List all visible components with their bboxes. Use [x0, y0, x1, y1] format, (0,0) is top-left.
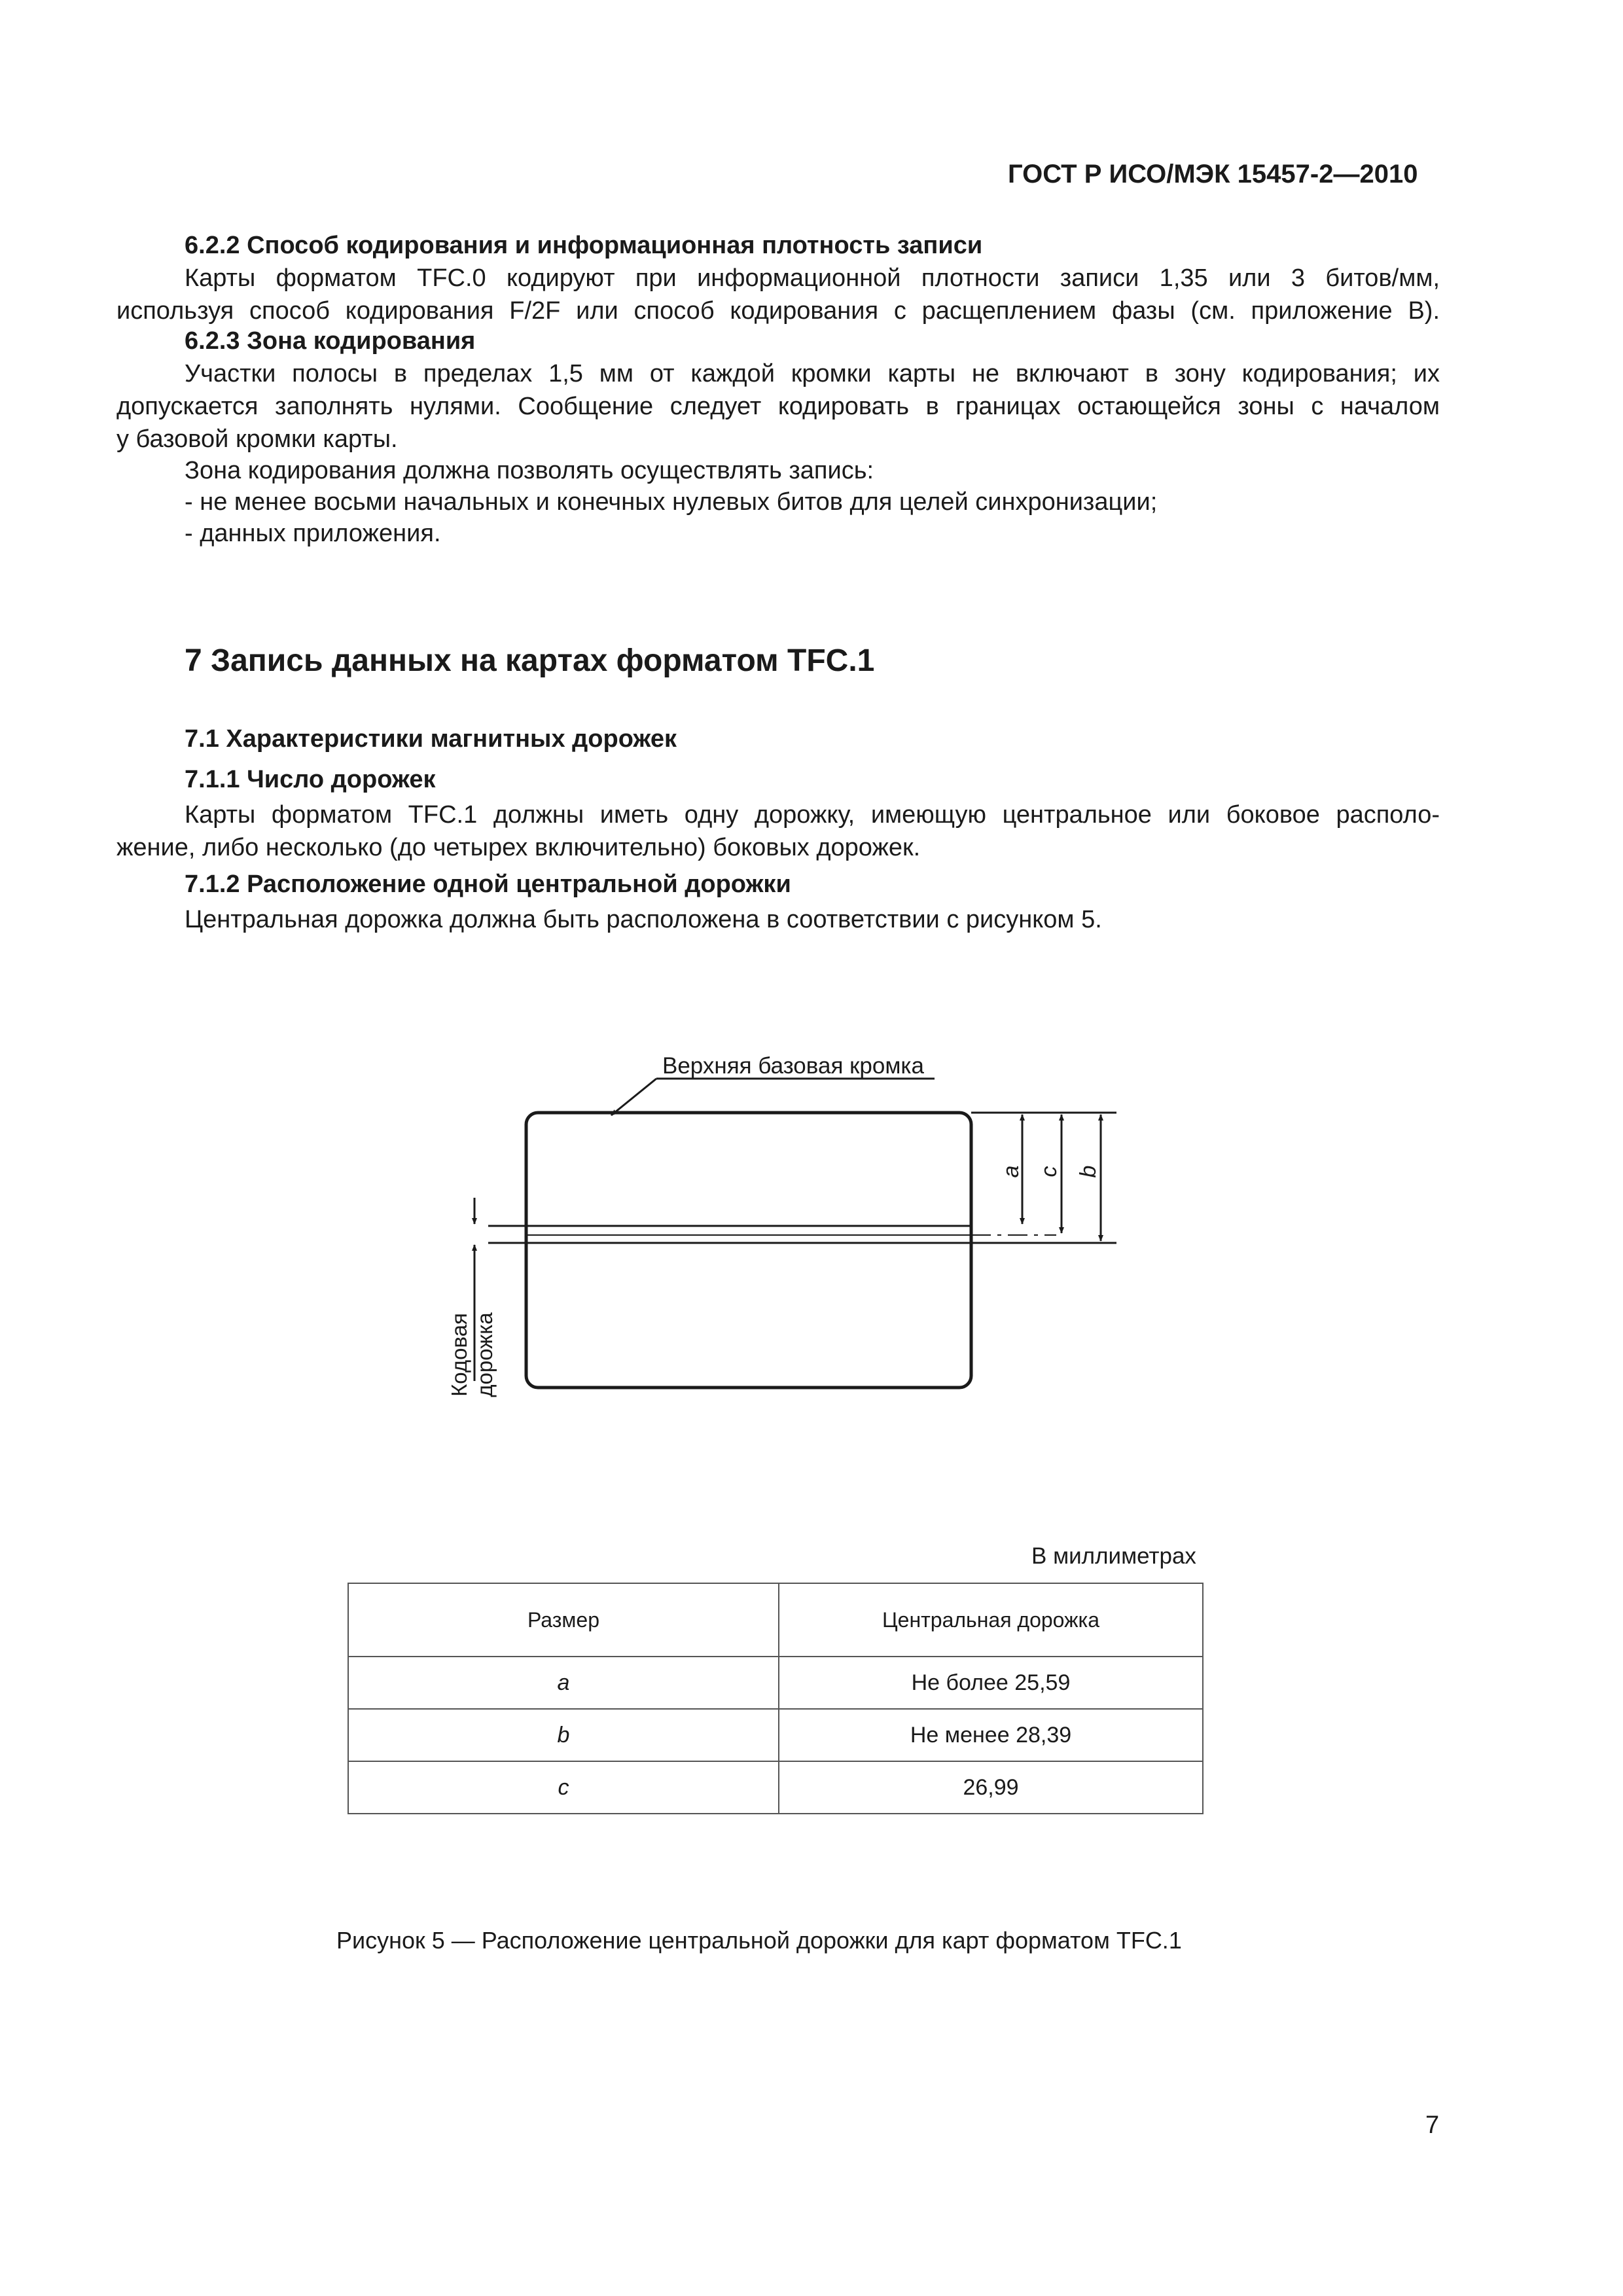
dimension-a-label: a	[999, 1165, 1024, 1178]
table-row	[348, 1709, 1203, 1761]
table-cell-value: 26,99	[779, 1761, 1203, 1814]
table-cell-symbol: c	[348, 1761, 779, 1814]
table-cell-value: Не менее 28,39	[779, 1709, 1203, 1761]
document-header: ГОСТ Р ИСО/МЭК 15457-2—2010	[1008, 160, 1418, 188]
column-header-size: Размер	[348, 1583, 779, 1657]
top-reference-edge-label: Верхняя базовая кромка	[662, 1053, 924, 1079]
section-6-2-2-heading: 6.2.2 Способ кодирования и информационная плотность записи	[185, 232, 983, 259]
section-7-1-2-heading: 7.1.2 Расположение одной центральной дорожки	[185, 870, 791, 898]
table-row	[348, 1657, 1203, 1709]
s711-line2: жение, либо несколько (до четырех включительно) боковых дорожек.	[116, 834, 921, 861]
s623-line1: Участки полосы в пределах 1,5 мм от каждой кромки карты не включают в зону кодирования; их	[185, 360, 1440, 387]
table-row	[348, 1761, 1203, 1814]
dimensions-table	[348, 1583, 1204, 1814]
units-note: В миллиметрах	[1031, 1543, 1196, 1569]
page-number: 7	[1425, 2111, 1440, 2139]
dimension-b-label: b	[1076, 1165, 1101, 1178]
top-edge-leader-arrow	[611, 1079, 656, 1115]
table-header-row	[348, 1583, 1203, 1657]
table-cell-symbol: b	[348, 1709, 779, 1761]
code-track-label-line2: дорожка	[473, 1312, 497, 1397]
s623-list-item-1: - не менее восьми начальных и конечных нулевых битов для целей синхронизации;	[185, 488, 1158, 516]
table-cell-value: Не более 25,59	[779, 1657, 1203, 1709]
card-outline	[526, 1113, 971, 1388]
figure-caption: Рисунок 5 — Расположение центральной дорожки для карт форматом TFC.1	[336, 1927, 1182, 1954]
dimension-c-label: c	[1037, 1166, 1061, 1177]
section-7-1-1-heading: 7.1.1 Число дорожек	[185, 766, 436, 793]
code-track-label-line1: Кодовая	[447, 1313, 471, 1397]
s622-line2: используя способ кодирования F/2F или способ кодирования с расщеплением фазы (см. приложение B).	[116, 297, 1440, 325]
s623-list-item-2: - данных приложения.	[185, 520, 441, 547]
s622-line1: Карты форматом TFC.0 кодируют при информационной плотности записи 1,35 или 3 битов/мм,	[185, 264, 1440, 292]
section-7-1-heading: 7.1 Характеристики магнитных дорожек	[185, 725, 677, 753]
column-header-central-track: Центральная дорожка	[779, 1583, 1203, 1657]
section-6-2-3-heading: 6.2.3 Зона кодирования	[185, 327, 476, 355]
s623-line4: Зона кодирования должна позволять осуществлять запись:	[185, 457, 874, 484]
s712-line1: Центральная дорожка должна быть расположена в соответствии с рисунком 5.	[185, 906, 1102, 933]
s711-line1: Карты форматом TFC.1 должны иметь одну дорожку, имеющую центральное или боковое располо-	[185, 801, 1440, 829]
table-cell-symbol: a	[348, 1657, 779, 1709]
section-7-heading: 7 Запись данных на картах форматом TFC.1	[185, 643, 875, 678]
s623-line3: у базовой кромки карты.	[116, 425, 398, 453]
s623-line2: допускается заполнять нулями. Сообщение следует кодировать в границах остающейся зоны с началом	[116, 393, 1440, 420]
